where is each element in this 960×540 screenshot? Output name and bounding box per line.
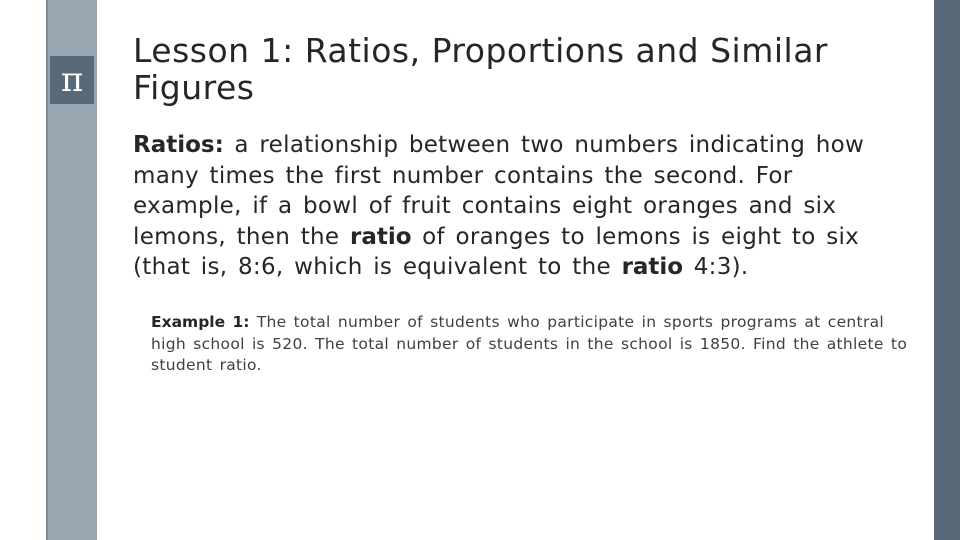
definition-text-1: a relationship between two numbers indicating how many times the first number contains the second. For example, if a bowl of fruit contains eight oranges and six lemons, then the [133, 132, 865, 250]
definition-text-3: 4:3). [683, 254, 749, 280]
left-margin [0, 0, 46, 540]
example-paragraph [151, 312, 911, 377]
right-accent-bar [934, 0, 960, 540]
pi-glyph: π [60, 60, 84, 100]
definition-paragraph [133, 130, 893, 283]
definition-text-2: of oranges to lemons is eight to six (that is, 8:6, which is equivalent to the [133, 223, 860, 280]
pi-icon [50, 56, 94, 104]
example-label: Example 1: [151, 313, 250, 331]
ratio-emphasis-1: ratio [350, 223, 412, 250]
definition-term: Ratios: [133, 132, 224, 158]
ratio-emphasis-2: ratio [621, 254, 684, 280]
example-text: The total number of students who participate in sports programs at central high school is 520. The total number of students in the school is 1850. Find the athlete to student ratio. [151, 313, 908, 374]
slide-title: Lesson 1: Ratios, Proportions and Similar Figures [133, 31, 829, 107]
